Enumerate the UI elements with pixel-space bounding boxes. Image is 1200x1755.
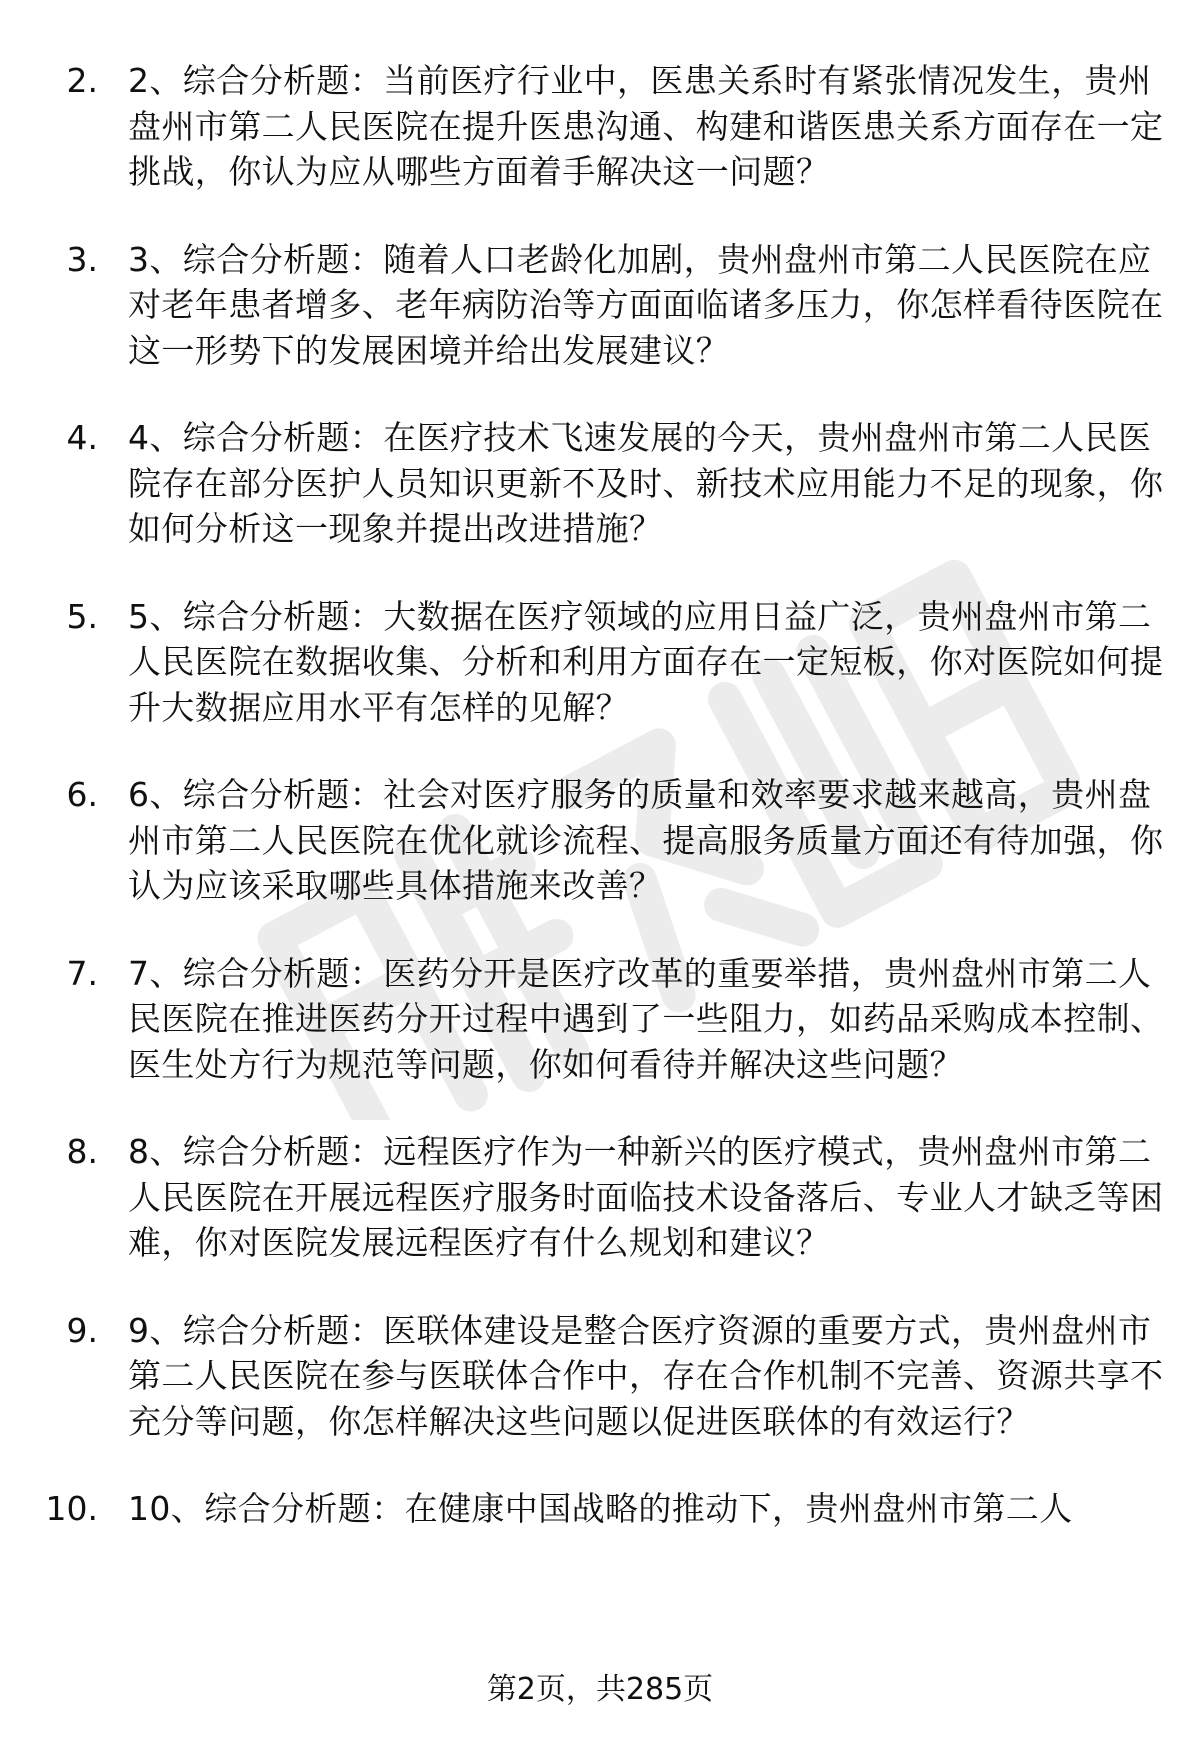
question-item — [0, 237, 1200, 374]
question-number: 7. — [66, 953, 98, 993]
question-text: 2、综合分析题：当前医疗行业中，医患关系时有紧张情况发生，贵州盘州市第二人民医院在提升医患沟通、构建和谐医患关系方面存在一定挑战，你认为应从哪些方面着手解决这一问题？ — [128, 61, 1164, 191]
question-item — [0, 1486, 1200, 1532]
question-item — [0, 1129, 1200, 1266]
question-number: 10. — [45, 1489, 98, 1528]
question-number: 4. — [66, 418, 98, 457]
question-text: 3、综合分析题：随着人口老龄化加剧，贵州盘州市第二人民医院在应对老年患者增多、老年病防治等方面面临诸多压力，你怎样看待医院在这一形势下的发展困境并给出发展建议？ — [128, 239, 1164, 370]
question-text: 4、综合分析题：在医疗技术飞速发展的今天，贵州盘州市第二人民医院存在部分医护人员知识更新不及时、新技术应用能力不足的现象，你如何分析这一现象并提出改进措施？ — [128, 418, 1164, 548]
question-number: 9. — [66, 1310, 98, 1350]
question-number: 2. — [66, 61, 98, 100]
question-number: 6. — [66, 775, 98, 814]
question-item — [0, 951, 1200, 1088]
question-item — [0, 58, 1200, 195]
page-footer: 第2页，共285页 — [486, 1672, 714, 1707]
question-text: 10、综合分析题：在健康中国战略的推动下，贵州盘州市第二人 — [128, 1489, 1073, 1528]
question-item — [0, 772, 1200, 909]
question-text: 5、综合分析题：大数据在医疗领域的应用日益广泛，贵州盘州市第二人民医院在数据收集、分析和利用方面存在一定短板，你对医院如何提升大数据应用水平有怎样的见解？ — [128, 596, 1164, 727]
question-item — [0, 1308, 1200, 1445]
question-text: 8、综合分析题：远程医疗作为一种新兴的医疗模式，贵州盘州市第二人民医院在开展远程医疗服务时面临技术设备落后、专业人才缺乏等困难，你对医院发展远程医疗有什么规划和建议？ — [128, 1132, 1164, 1262]
question-item — [0, 415, 1200, 552]
question-list — [0, 58, 1200, 1574]
question-item — [0, 594, 1200, 731]
question-number: 3. — [66, 239, 98, 279]
question-number: 5. — [66, 596, 98, 636]
question-text: 6、综合分析题：社会对医疗服务的质量和效率要求越来越高，贵州盘州市第二人民医院在优化就诊流程、提高服务质量方面还有待加强，你认为应该采取哪些具体措施来改善？ — [128, 775, 1164, 905]
question-text: 9、综合分析题：医联体建设是整合医疗资源的重要方式，贵州盘州市第二人民医院在参与医联体合作中，存在合作机制不完善、资源共享不充分等问题，你怎样解决这些问题以促进医联体的有效运行？ — [128, 1310, 1164, 1441]
question-number: 8. — [66, 1132, 98, 1171]
question-text: 7、综合分析题：医药分开是医疗改革的重要举措，贵州盘州市第二人民医院在推进医药分开过程中遇到了一些阻力，如药品采购成本控制、医生处方行为规范等问题，你如何看待并解决这些问题？ — [128, 953, 1164, 1084]
